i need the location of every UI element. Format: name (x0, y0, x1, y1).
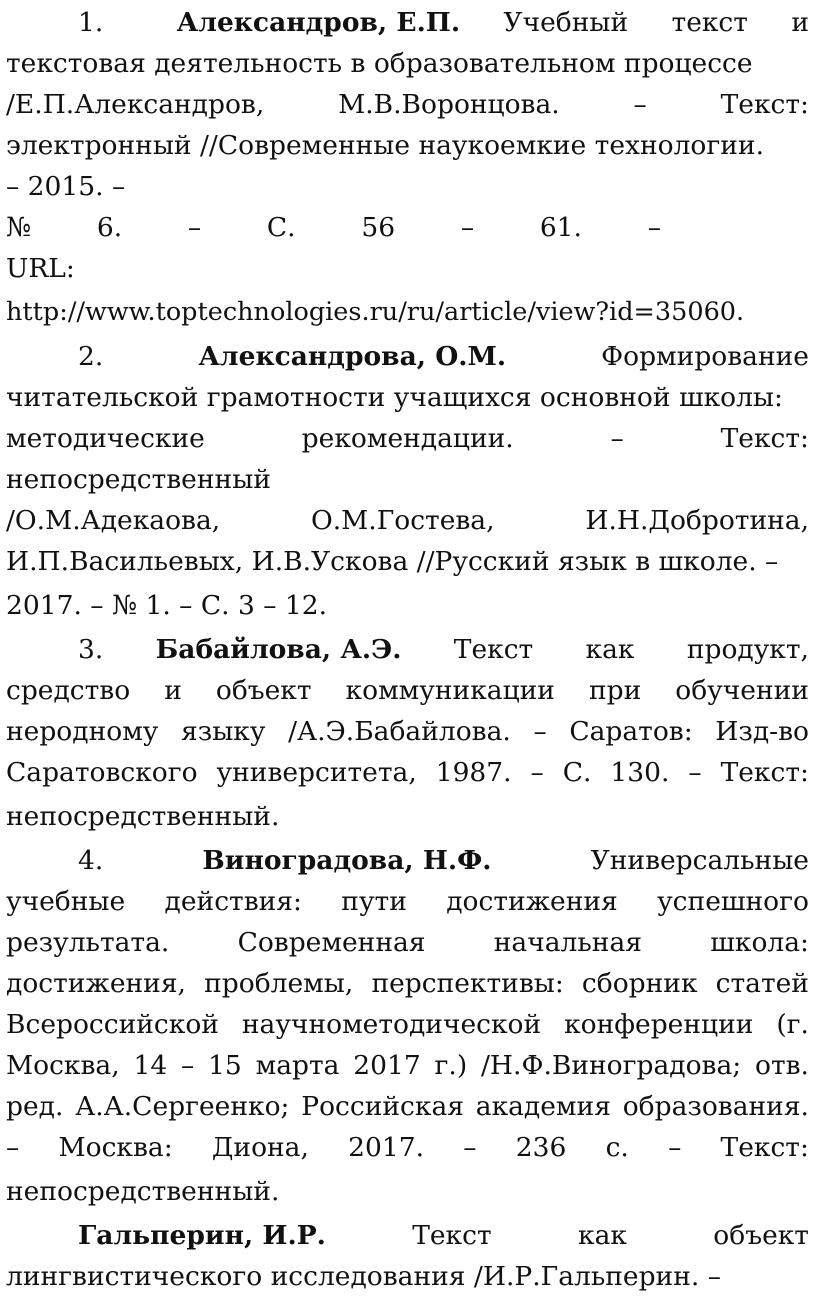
reference-list (6, 2, 809, 1297)
reference-4-number: 4. (78, 845, 104, 876)
reference-2-author: Александрова, О.М. (198, 341, 507, 372)
reference-3-author: Бабайлова, А.Э. (155, 634, 402, 665)
reference-2-number: 2. (78, 341, 104, 372)
reference-4-line: Москва, 14 – 15 марта 2017 г.) /Н.Ф.Виноградова; отв. (6, 1050, 809, 1081)
reference-1-first-line: 1. Александров, Е.П. Учебный текст и (6, 2, 809, 43)
reference-4-line: – Москва: Диона, 2017. – 236 с. – Текст: (6, 1132, 809, 1163)
reference-1-author: Александров, Е.П. (176, 7, 461, 38)
reference-3-line: Саратовского университета, 1987. – С. 130. – Текст: (6, 757, 809, 788)
reference-1-line: – 2015. – (6, 171, 126, 202)
reference-5-first-line: Гальперин, И.Р. Текст как объект (6, 1215, 809, 1256)
reference-3-first-line: 3. Бабайлова, А.Э. Текст как продукт, (6, 629, 809, 670)
reference-1-line: /Е.П.Александров, М.В.Воронцова. – Текст: (6, 89, 809, 120)
reference-4-line: Всероссийской научнометодической конференции (г. (6, 1009, 809, 1040)
reference-4-line: достижения, проблемы, перспективы: сборник статей (6, 968, 809, 999)
reference-5-line: лингвистического исследования /И.Р.Гальперин. – (6, 1261, 721, 1292)
reference-1-line: URL: (6, 253, 75, 284)
reference-3-number: 3. (78, 634, 104, 665)
reference-2-line: методические рекомендации. – Текст: (6, 423, 809, 454)
reference-3-line: непосредственный. (6, 801, 280, 832)
reference-4-line: учебные действия: пути достижения успешного (6, 886, 809, 917)
reference-4-author: Виноградова, Н.Ф. (202, 845, 492, 876)
reference-4-line: непосредственный. (6, 1176, 280, 1207)
reference-2-line: /О.М.Адекаова, О.М.Гостева, И.Н.Добротина, (6, 505, 809, 536)
reference-1-line: № 6. – С. 56 – 61. – (6, 212, 661, 243)
reference-1-url-link[interactable]: http://www.toptechnologies.ru/ru/article/view?id=35060. (6, 297, 745, 327)
reference-2-line: 2017. – № 1. – С. 3 – 12. (6, 590, 328, 621)
reference-4-line: результата. Современная начальная школа: (6, 927, 809, 958)
reference-1-line: электронный //Современные наукоемкие технологии. (6, 130, 764, 161)
reference-2-line: непосредственный (6, 464, 271, 495)
reference-5-author: Гальперин, И.Р. (78, 1220, 326, 1251)
reference-2-line: И.П.Васильевых, И.В.Ускова //Русский язык в школе. – (6, 546, 779, 577)
reference-2-first-line: 2. Александрова, О.М. Формирование (6, 336, 809, 377)
reference-1-line: текстовая деятельность в образовательном процессе (6, 48, 753, 79)
reference-3-line: неродному языку /А.Э.Бабайлова. – Саратов: Изд-во (6, 716, 809, 747)
reference-1-number: 1. (78, 7, 104, 38)
reference-3-line: средство и объект коммуникации при обучении (6, 675, 809, 706)
reference-4-first-line: 4. Виноградова, Н.Ф. Универсальные (6, 840, 809, 881)
reference-4-line: ред. А.А.Сергеенко; Российская академия образования. (6, 1091, 809, 1122)
reference-2-line: читательской грамотности учащихся основной школы: (6, 382, 783, 413)
